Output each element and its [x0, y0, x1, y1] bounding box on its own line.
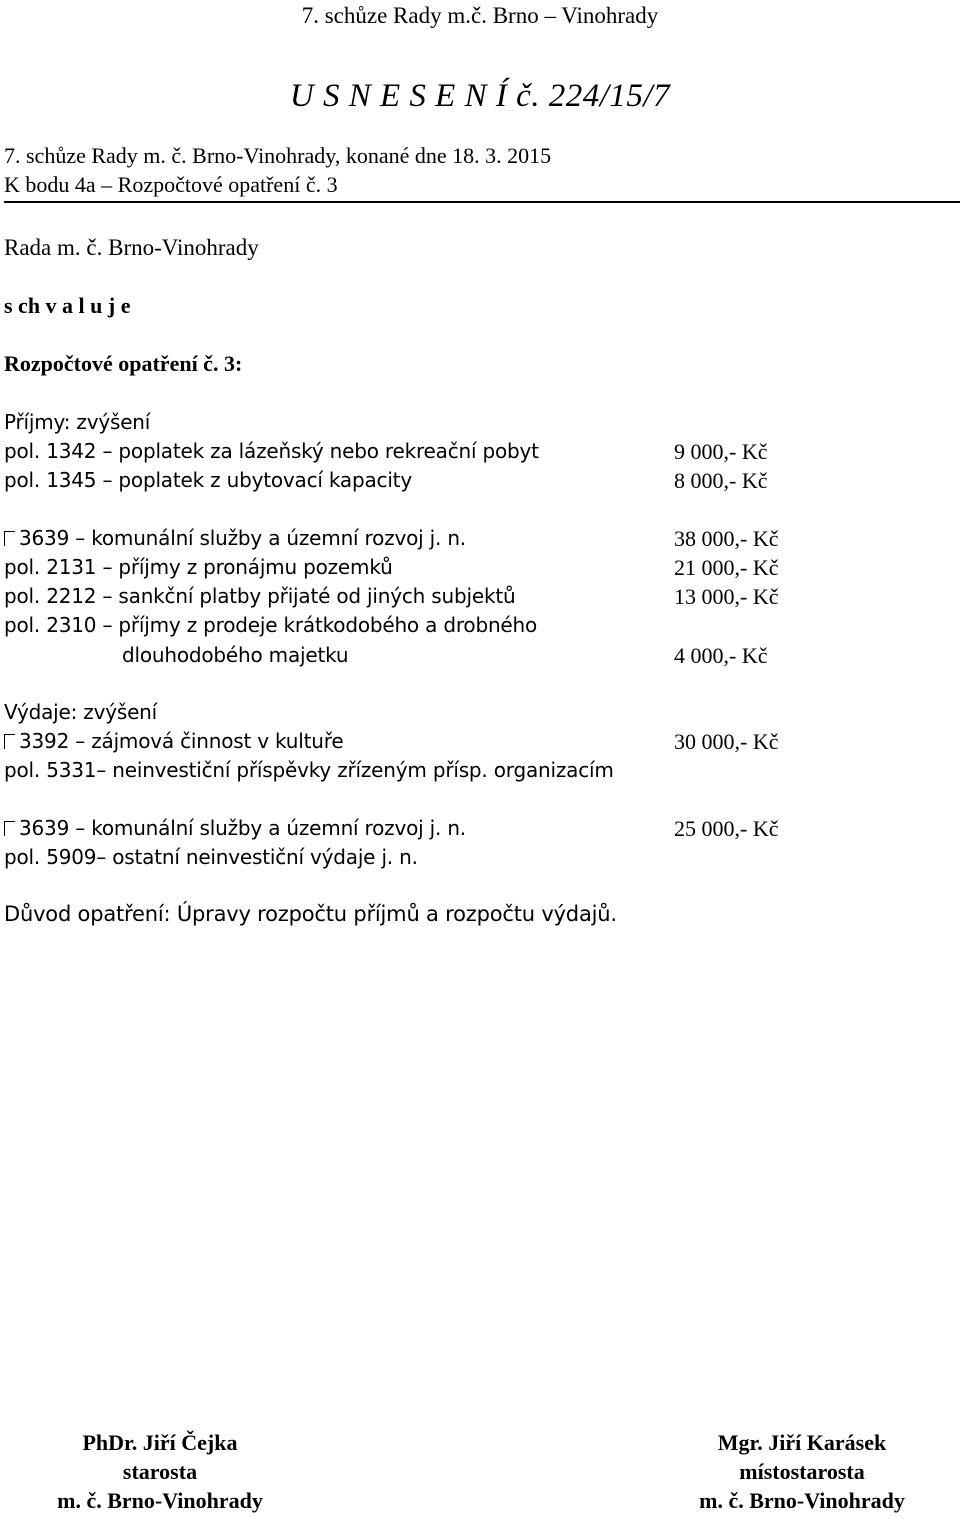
income-section-row: pol. 2310 – příjmy z prodeje krátkodobého a drobného	[4, 613, 538, 637]
signature-org: m. č. Brno-Vinohrady	[699, 1488, 905, 1513]
signature-block-deputy	[652, 1432, 952, 1519]
expenses-section-row: pol. 5909– ostatní neinvestiční výdaje j. n.	[4, 845, 418, 869]
document-header: 7. schůze Rady m.č. Brno – Vinohrady	[301, 3, 659, 28]
approves-verb: s ch v a l u j e	[4, 293, 131, 318]
income-section-row-amount: 13 000,- Kč	[674, 584, 779, 609]
income-row-amount: 8 000,- Kč	[674, 468, 768, 493]
expenses-section-label: 3392 – zájmová činnost v kultuře	[19, 729, 344, 753]
expenses-section-amount: 25 000,- Kč	[674, 816, 779, 841]
income-row: pol. 1342 – poplatek za lázeňský nebo rekreační pobyt	[4, 439, 539, 463]
expenses-section	[4, 818, 466, 838]
expenses-section-amount: 30 000,- Kč	[674, 729, 779, 754]
expenses-section-row: pol. 5331– neinvestiční příspěvky zřízeným přísp. organizacím	[4, 758, 614, 782]
income-section-row: pol. 2131 – příjmy z pronájmu pozemků	[4, 555, 393, 579]
bracket-mark	[4, 531, 15, 546]
income-row: pol. 1345 – poplatek z ubytovací kapacity	[4, 468, 412, 492]
income-section	[4, 528, 466, 548]
income-continuation-amount: 4 000,- Kč	[674, 643, 768, 668]
income-section-label: 3639 – komunální služby a územní rozvoj j. n.	[19, 526, 466, 550]
bracket-mark	[4, 821, 15, 836]
expenses-section	[4, 731, 343, 751]
income-continuation: dlouhodobého majetku	[122, 643, 349, 667]
signature-block-mayor	[0, 1432, 320, 1519]
bracket-mark	[4, 734, 15, 749]
expenses-section-label: 3639 – komunální služby a územní rozvoj j. n.	[19, 816, 466, 840]
income-heading: Příjmy: zvýšení	[4, 410, 151, 434]
reason-line: Důvod opatření: Úpravy rozpočtu příjmů a rozpočtu výdajů.	[4, 902, 617, 926]
signature-name: Mgr. Jiří Karásek	[717, 1430, 887, 1455]
header-divider	[4, 201, 960, 203]
income-section-row-amount: 21 000,- Kč	[674, 555, 779, 580]
income-row-amount: 9 000,- Kč	[674, 439, 768, 464]
signature-role: místostarosta	[739, 1459, 865, 1484]
resolution-title: U S N E S E N Í č. 224/15/7	[289, 78, 671, 114]
signature-org: m. č. Brno-Vinohrady	[57, 1488, 263, 1513]
meeting-line: 7. schůze Rady m. č. Brno-Vinohrady, konané dne 18. 3. 2015	[4, 143, 552, 168]
measure-title: Rozpočtové opatření č. 3:	[4, 351, 243, 376]
council-name: Rada m. č. Brno-Vinohrady	[4, 235, 259, 260]
expenses-heading: Výdaje: zvýšení	[4, 700, 158, 724]
signature-name: PhDr. Jiří Čejka	[82, 1430, 238, 1455]
income-section-row: pol. 2212 – sankční platby přijaté od jiných subjektů	[4, 584, 516, 608]
agenda-line: K bodu 4a – Rozpočtové opatření č. 3	[4, 172, 338, 197]
signature-role: starosta	[122, 1459, 198, 1484]
income-section-amount: 38 000,- Kč	[674, 526, 779, 551]
